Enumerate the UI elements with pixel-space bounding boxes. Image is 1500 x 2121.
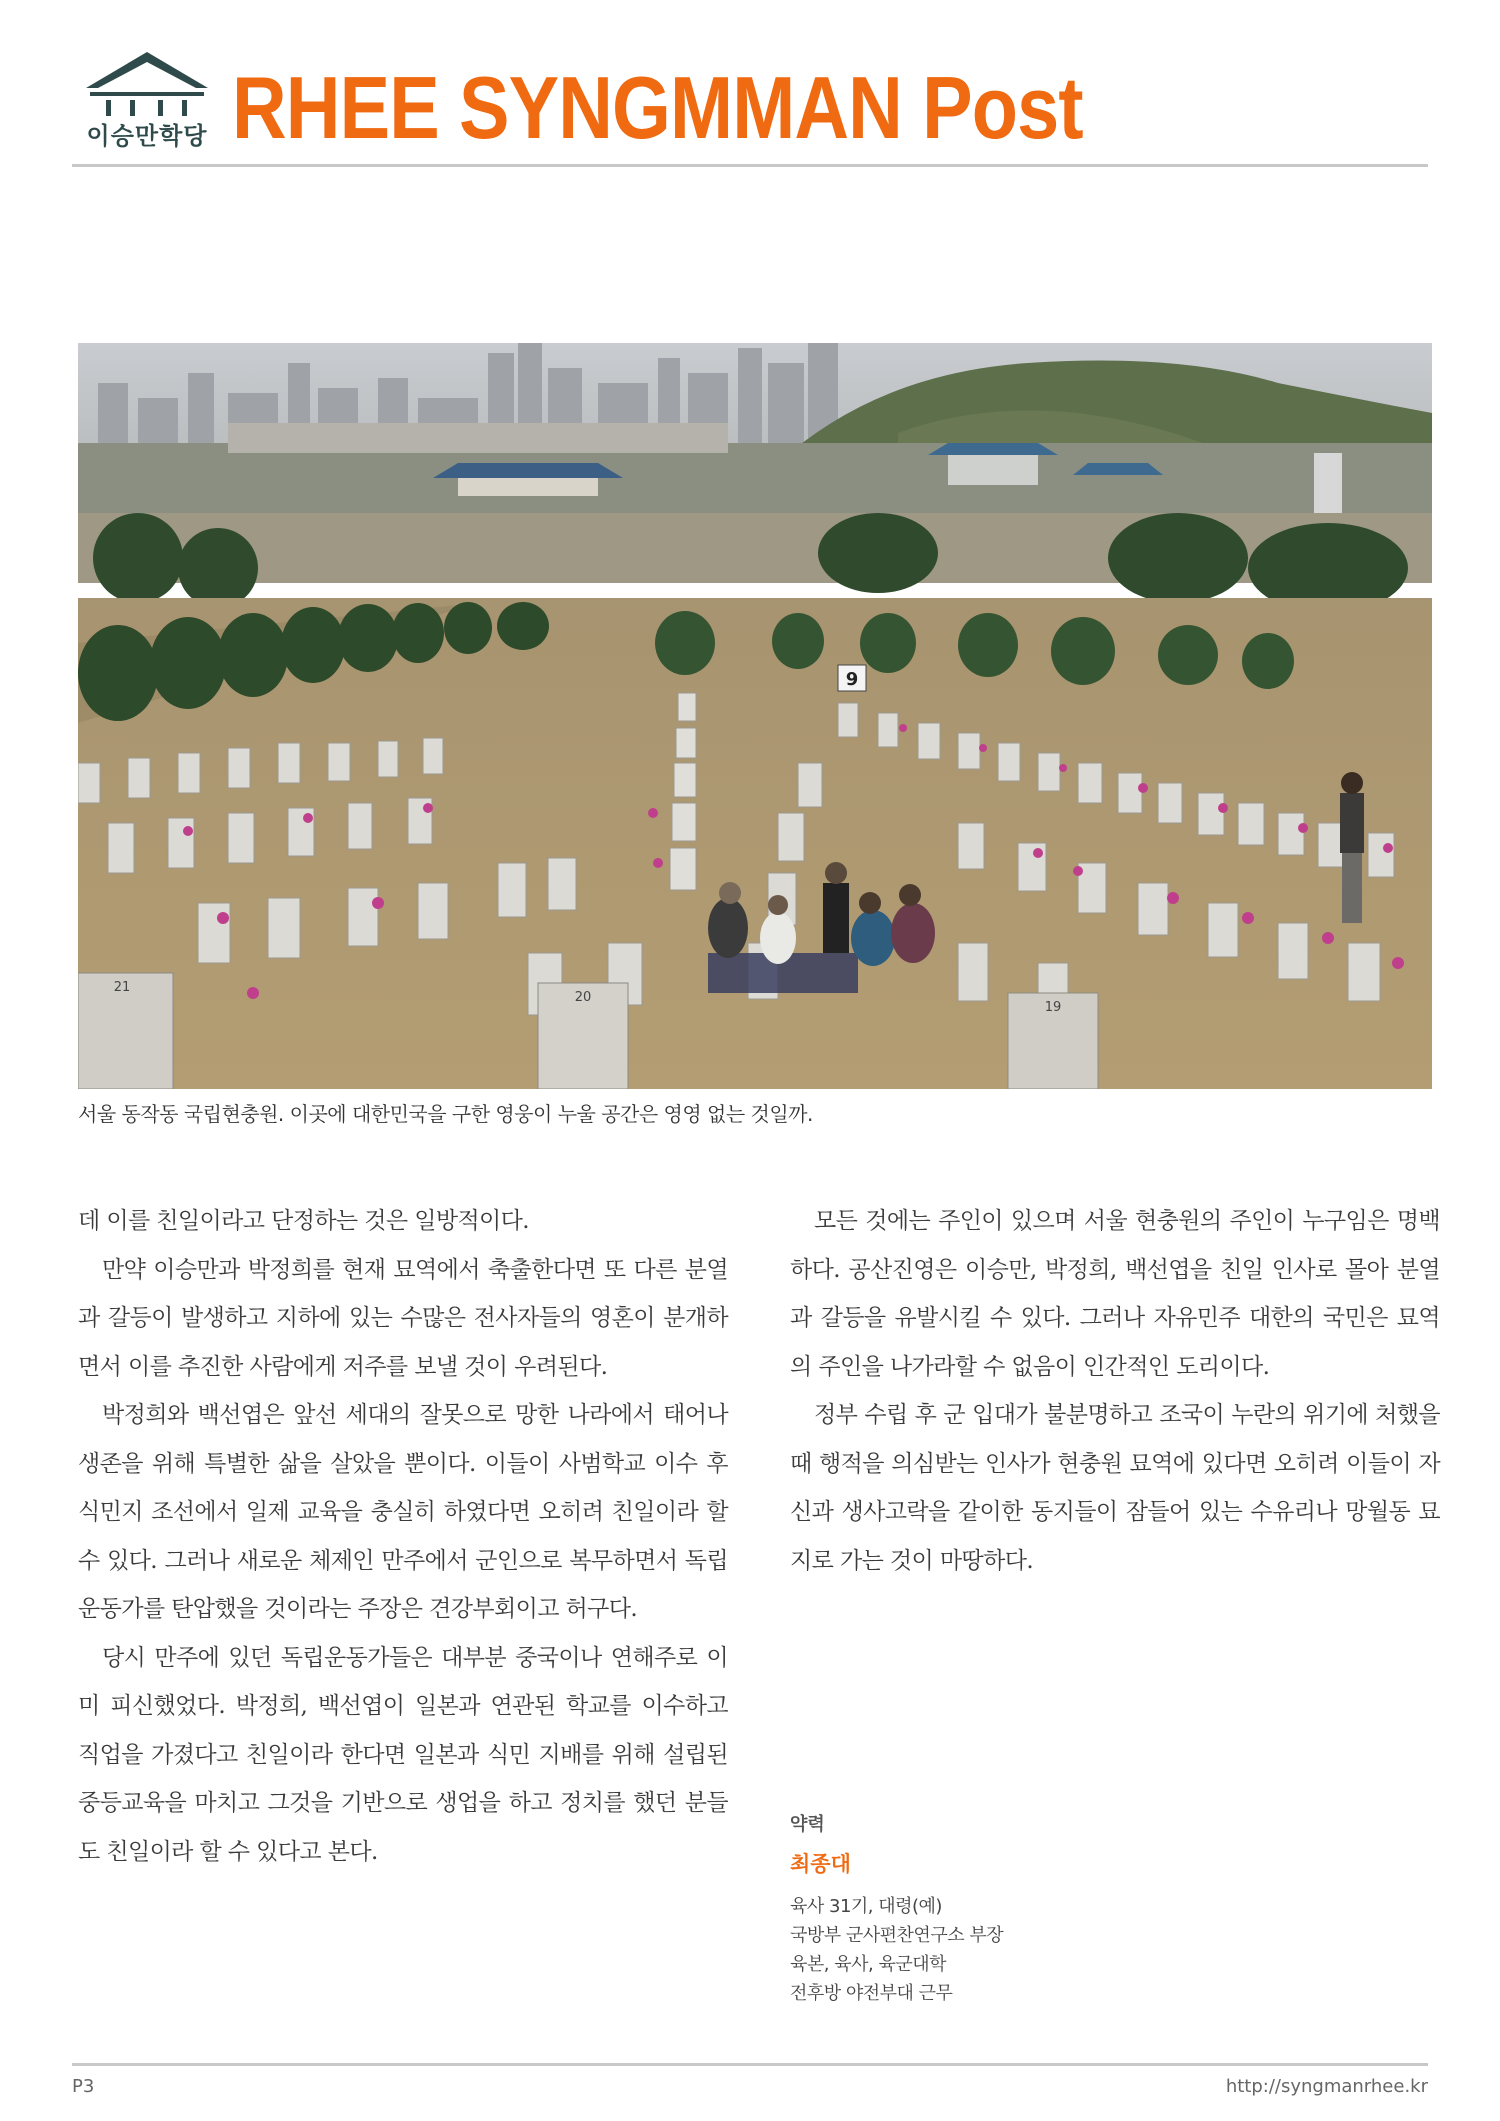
article-column-right xyxy=(790,1197,1440,1585)
profile-line: 육사 31기, 대령(예) xyxy=(790,1896,942,1917)
article-paragraph: 박정희와 백선엽은 앞선 세대의 잘못으로 망한 나라에서 태어나 생존을 위해 특별한 삶을 살았을 뿐이다. 이들이 사범학교 이수 후 식민지 조선에서 일제 교육을 충실히 하였다면 오히려 친일이라 할 수 있다. 그러나 새로운 체제인 만주에서 군인으로 복무하면서 독립운동가를 탄압했을 것이라는 주장은 견강부회이고 허구다. xyxy=(78,1402,728,1622)
page-number: P3 xyxy=(72,2076,95,2097)
article-column-left xyxy=(78,1197,728,1876)
profile-label: 약력 xyxy=(790,1814,825,1835)
header-divider xyxy=(72,164,1428,167)
grave-number-20: 20 xyxy=(574,990,592,1005)
profile-line: 전후방 야전부대 근무 xyxy=(790,1983,953,2004)
article-paragraph: 데 이를 친일이라고 단정하는 것은 일방적이다. xyxy=(78,1208,530,1234)
profile-line: 육본, 육사, 육군대학 xyxy=(790,1954,946,1975)
page-header xyxy=(72,48,1428,166)
article-paragraph: 당시 만주에 있던 독립운동가들은 대부분 중국이나 연해주로 이미 피신했었다. 박정희, 백선엽이 일본과 연관된 학교를 이수하고 직업을 가졌다고 친일이라 한다면 일본과 식민 지배를 위해 설립된 중등교육을 마치고 그것을 기반으로 생업을 하고 정치를 했던 분들도 친일이라 할 수 있다고 본다. xyxy=(78,1644,728,1865)
article-paragraph: 정부 수립 후 군 입대가 불분명하고 조국이 누란의 위기에 처했을 때 행적을 의심받는 인사가 현충원 묘역에 있다면 오히려 이들이 자신과 생사고락을 같이한 동지들이 잠들어 있는 수유리나 망월동 묘지로 가는 것이 마땅하다. xyxy=(790,1402,1440,1574)
profile-line: 국방부 군사편찬연구소 부장 xyxy=(790,1925,1004,1946)
author-name: 최종대 xyxy=(790,1852,851,1876)
website-link[interactable]: http://syngmanrhee.kr xyxy=(1225,2076,1428,2097)
article-paragraph: 모든 것에는 주인이 있으며 서울 현충원의 주인이 누구임은 명백하다. 공산진영은 이승만, 박정희, 백선엽을 친일 인사로 몰아 분열과 갈등을 유발시킬 수 있다. 그러나 자유민주 대한의 국민은 묘역의 주인을 나가라할 수 없음이 인간적인 도리이다. xyxy=(790,1208,1440,1380)
author-profile xyxy=(790,1810,1190,2008)
publication-title: RHEE SYNGMMAN Post xyxy=(232,58,1083,157)
grave-number-21: 21 xyxy=(113,980,131,995)
grave-number-19: 19 xyxy=(1044,1000,1062,1015)
logo-text: 이승만학당 xyxy=(86,122,208,150)
article-paragraph: 만약 이승만과 박정희를 현재 묘역에서 축출한다면 또 다른 분열과 갈등이 발생하고 지하에 있는 수많은 전사자들의 영혼이 분개하면서 이를 추진한 사람에게 저주를 보낼 것이 우려된다. xyxy=(78,1256,728,1380)
cemetery-illustration xyxy=(78,343,1432,1089)
cemetery-photo xyxy=(78,343,1432,1089)
house-logo-icon xyxy=(72,48,222,118)
footer-divider xyxy=(72,2063,1428,2066)
photo-caption: 서울 동작동 국립현충원. 이곳에 대한민국을 구한 영웅이 누울 공간은 영영 없는 것일까. xyxy=(78,1102,813,1126)
logo xyxy=(72,48,222,158)
section-sign-number: 9 xyxy=(845,669,859,690)
